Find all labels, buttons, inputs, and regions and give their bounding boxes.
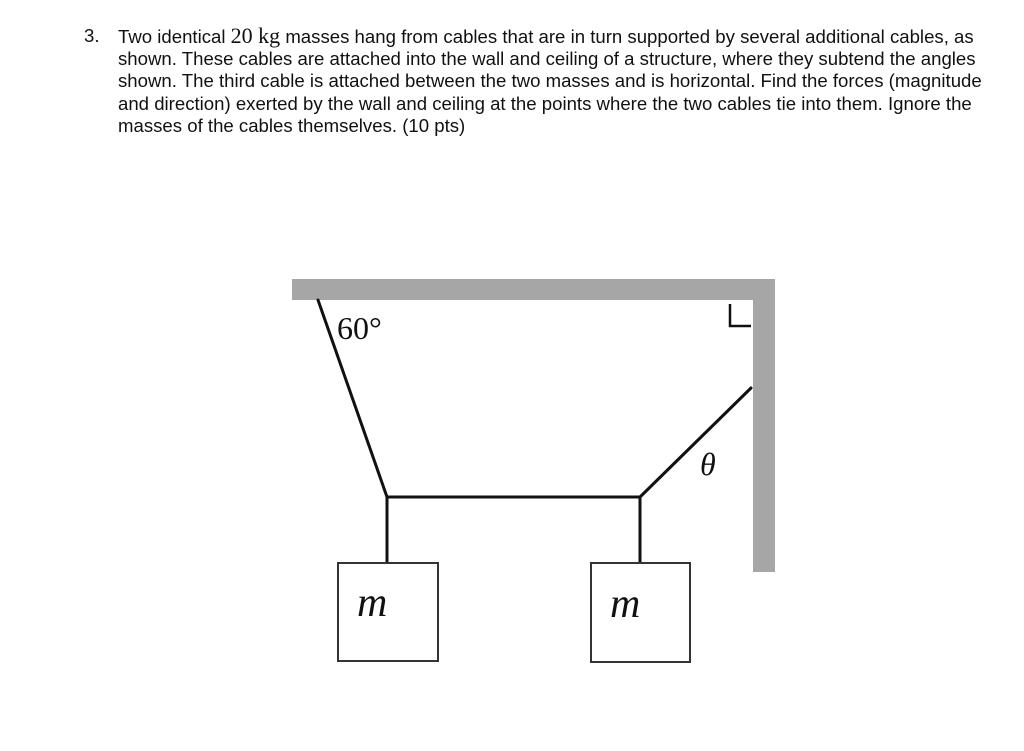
right-upper-cable — [640, 388, 751, 497]
right-angle-marker — [730, 304, 751, 326]
right-mass-box — [591, 563, 690, 662]
wall — [753, 279, 775, 572]
angle-right-label: θ — [700, 446, 716, 482]
problem-number: 3. — [84, 25, 100, 46]
problem-text-before: Two identical — [118, 26, 231, 47]
ceiling — [292, 279, 775, 300]
angle-left-label: 60° — [337, 310, 382, 346]
problem-text-after: masses hang from cables that are in turn supported by several additional cables, as shown. These cables are attached into the wall and ceiling of a structure, where they subtend the angles shown. The third cable is attached between the two masses and is horizontal. Find the forces (magnitude and direction) exerted by the wall and ceiling at the points where the two cables tie into them. Ignore the masses of the cables themselves. (10 pts) — [118, 26, 982, 136]
mass-quantity: 20 kg — [230, 23, 281, 48]
mass-left-label: m — [357, 580, 388, 626]
mass-right-label: m — [610, 581, 641, 627]
left-mass-box — [338, 563, 438, 661]
